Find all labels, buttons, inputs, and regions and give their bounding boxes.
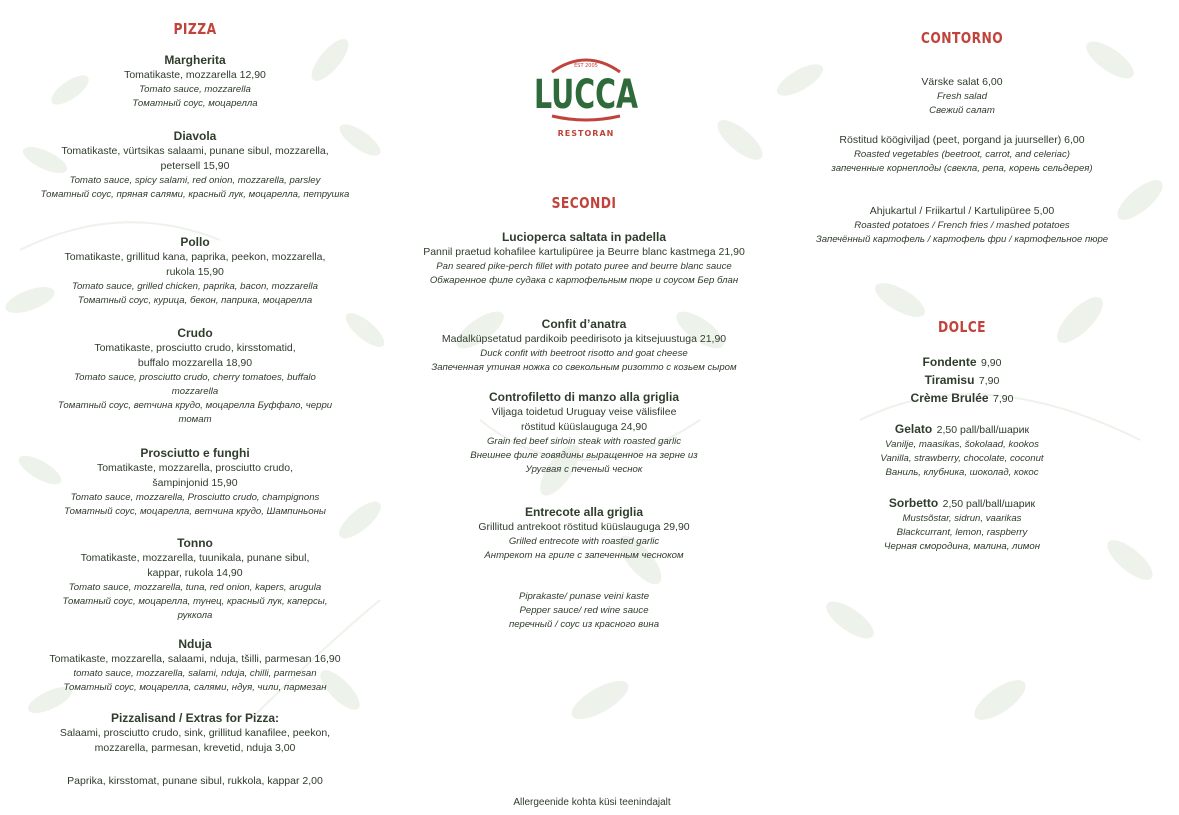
item-name: Controfiletto di manzo alla griglia (488, 390, 679, 404)
item-ru: Томатный соус, моцарелла, ветчина крудо, Шампиньоны (64, 506, 326, 517)
extras-item-2 (0, 774, 390, 789)
allergen-footer: Allergeenide kohta küsi teenindajalt (513, 797, 671, 808)
item-ru: Антрекот на гриле с запеченным чесноком (484, 550, 684, 561)
item-en: Roasted vegetables (beetroot, carrot, and celeriac) (854, 149, 1070, 160)
menu-item (0, 326, 390, 427)
item-est: Tomatikaste, grillitud kana, paprika, peekon, mozzarella, rukola 15,90 (64, 251, 326, 278)
menu-item (0, 536, 390, 623)
secondi-title: SECONDI (551, 194, 617, 212)
sorbetto-name: Sorbetto (888, 496, 939, 510)
item-est: Viljaga toidetud Uruguay veise välisfilee röstitud küüslauguga 24,90 (491, 406, 677, 433)
extras-line1: Salaami, prosciutto crudo, sink, grillitud kanafilee, peekon, mozzarella, parmesan, krevetid, nduja 3,00 (59, 727, 331, 754)
dessert-item (786, 389, 1138, 407)
item-name: Margherita (164, 53, 226, 67)
item-ru: Запеченная утиная ножка со свекольным ризотто с козьем сыром (431, 362, 737, 373)
gelato-est: Vanilje, maasikas, šokolaad, kookos (885, 439, 1039, 450)
sauce-en: Pepper sauce/ red wine sauce (519, 605, 649, 616)
gelato-ru: Ваниль, клубника, шоколад, кокос (885, 467, 1039, 478)
menu-item (392, 230, 776, 288)
item-est: Grillitud antrekoot röstitud küüslauguga 29,90 (478, 521, 690, 533)
gelato-item (786, 420, 1138, 480)
item-est: Tomatikaste, mozzarella, prosciutto crudo, šampinjonid 15,90 (96, 462, 294, 489)
item-est: Ahjukartul / Friikartul / Kartulipüree 5,00 (869, 205, 1055, 217)
item-name: Entrecote alla griglia (524, 505, 644, 519)
dessert-price: 7,90 (978, 375, 1000, 387)
menu-item (0, 446, 390, 519)
gelato-price: 2,50 pall/ball/шарик (936, 424, 1030, 436)
item-est: Värske salat 6,00 (921, 76, 1003, 88)
menu-item (0, 53, 390, 111)
dessert-list (786, 353, 1138, 407)
extras-item (0, 711, 390, 756)
sorbetto-ru: Черная смородина, малина, лимон (884, 541, 1040, 552)
item-name: Confit d’anatra (541, 317, 627, 331)
item-ru: Обжаренное филе судака с картофельным пюре и соусом Бер блан (429, 275, 739, 286)
item-est: Tomatikaste, mozzarella, tuunikala, punane sibul, kappar, rukola 14,90 (80, 552, 310, 579)
logo-sub-text: RESTORAN (557, 129, 615, 138)
extras-line2: Paprika, kirsstomat, punane sibul, rukkola, kappar 2,00 (67, 775, 323, 787)
sorbetto-item (786, 494, 1138, 554)
menu-item (392, 505, 776, 563)
dessert-name: Fondente (922, 355, 977, 369)
item-ru: Томатный соус, моцарелла, тунец, красный лук, каперсы, руккола (62, 596, 328, 621)
item-name: Prosciutto e funghi (140, 446, 250, 460)
item-ru: Томатный соус, ветчина крудо, моцарелла Буффало, черри томат (57, 400, 333, 425)
item-est: Pannil praetud kohafilee kartulipüree ja Beurre blanc kastmega 21,90 (423, 246, 745, 258)
item-ru: Внешнее филе говядины выращенное на зерне из Уругвая с печеный чеснок (470, 450, 698, 475)
item-en: Tomato sauce, spicy salami, red onion, mozzarella, parsley (69, 175, 321, 186)
item-name: Nduja (178, 637, 212, 651)
item-en: Fresh salad (936, 91, 988, 102)
menu-item (392, 317, 776, 375)
dessert-item (786, 371, 1138, 389)
item-ru: Томатный соус, моцарелла (132, 98, 258, 109)
item-en: Duck confit with beetroot risotto and goat cheese (480, 348, 688, 359)
item-name: Crudo (177, 326, 213, 340)
item-name: Tonno (177, 536, 213, 550)
dessert-name: Tiramisu (924, 373, 975, 387)
item-est: Madalküpsetatud pardikoib peedirisoto ja kitsejuustuga 21,90 (441, 333, 727, 345)
item-en: Tomato sauce, mozzarella, tuna, red onion, kapers, arugula (68, 582, 322, 593)
item-ru: Запечённый картофель / картофель фри / картофельное пюре (815, 234, 1109, 245)
item-name: Lucioperca saltata in padella (501, 230, 667, 244)
sorbetto-est: Mustsõstar, sidrun, vaarikas (902, 513, 1022, 524)
item-en: Tomato sauce, prosciutto crudo, cherry tomatoes, buffalo mozzarella (74, 372, 316, 397)
item-est: Tomatikaste, mozzarella 12,90 (124, 69, 266, 81)
secondi-column (392, 0, 776, 815)
item-en: Pan seared pike-perch fillet with potato puree and beurre blanc sauce (436, 261, 732, 272)
pizza-title: PIZZA (173, 20, 217, 38)
item-en: Tomato sauce, grilled chicken, paprika, bacon, mozzarella (71, 281, 318, 292)
item-en: Tomato sauce, mozzarella (139, 84, 251, 95)
sorbetto-price: 2,50 pall/ball/шарик (942, 498, 1036, 510)
item-en: Roasted potatoes / French fries / mashed potatoes (854, 220, 1070, 231)
extras-name: Pizzalisand / Extras for Pizza: (110, 711, 280, 725)
item-ru: Томатный соус, пряная салями, красный лук, моцарелла, петрушка (40, 189, 350, 200)
contorno-dolce-column (786, 0, 1138, 815)
sorbetto-en: Blackcurrant, lemon, raspberry (896, 527, 1028, 538)
dessert-name: Crème Brulée (910, 391, 989, 405)
menu-item (0, 235, 390, 308)
gelato-en: Vanilla, strawberry, chocolate, coconut (880, 453, 1044, 464)
dessert-price: 9,90 (981, 357, 1002, 369)
gelato-name: Gelato (894, 422, 933, 436)
dolce-title: DOLCE (938, 318, 986, 336)
sauce-ru: перечный / соус из красного вина (508, 619, 660, 630)
item-en: tomato sauce, mozzarella, salami, nduja, chilli, parmesan (73, 668, 317, 679)
item-ru: Томатный соус, моцарелла, салями, ндуя, чили, пармезан (63, 682, 327, 693)
logo-name-text: LUCCA (534, 72, 639, 118)
side-item (786, 75, 1138, 118)
pizza-column (0, 0, 390, 815)
item-ru: запеченные корнеплоды (свекла, репа, корень сельдерея) (831, 163, 1093, 174)
item-name: Pollo (180, 235, 210, 249)
item-est: Tomatikaste, vürtsikas salaami, punane sibul, mozzarella, petersell 15,90 (61, 145, 329, 172)
item-en: Tomato sauce, mozzarella, Prosciutto crudo, champignons (70, 492, 320, 503)
menu-item (0, 637, 390, 695)
dessert-price: 7,90 (993, 393, 1014, 405)
menu-item (0, 129, 390, 202)
item-est: Tomatikaste, mozzarella, salaami, nduja, tšilli, parmesan 16,90 (49, 653, 341, 665)
contorno-title: CONTORNO (920, 29, 1004, 47)
sauce-est: Piprakaste/ punase veini kaste (518, 591, 650, 602)
item-en: Grain fed beef sirloin steak with roasted garlic (486, 436, 682, 447)
item-name: Diavola (173, 129, 217, 143)
dessert-item (786, 353, 1138, 371)
item-est: Tomatikaste, prosciutto crudo, kirsstomatid, buffalo mozzarella 18,90 (94, 342, 296, 369)
item-en: Grilled entrecote with roasted garlic (508, 536, 660, 547)
side-item (786, 204, 1138, 247)
item-est: Röstitud köögiviljad (peet, porgand ja juurseller) 6,00 (839, 134, 1085, 146)
item-ru: Свежий салат (929, 105, 995, 116)
logo-est-text: EST 2005 (574, 63, 598, 69)
menu-item (392, 390, 776, 477)
side-item (786, 133, 1138, 176)
item-ru: Томатный соус, курица, бекон, паприка, моцарелла (77, 295, 313, 306)
sauce-item (392, 590, 776, 632)
